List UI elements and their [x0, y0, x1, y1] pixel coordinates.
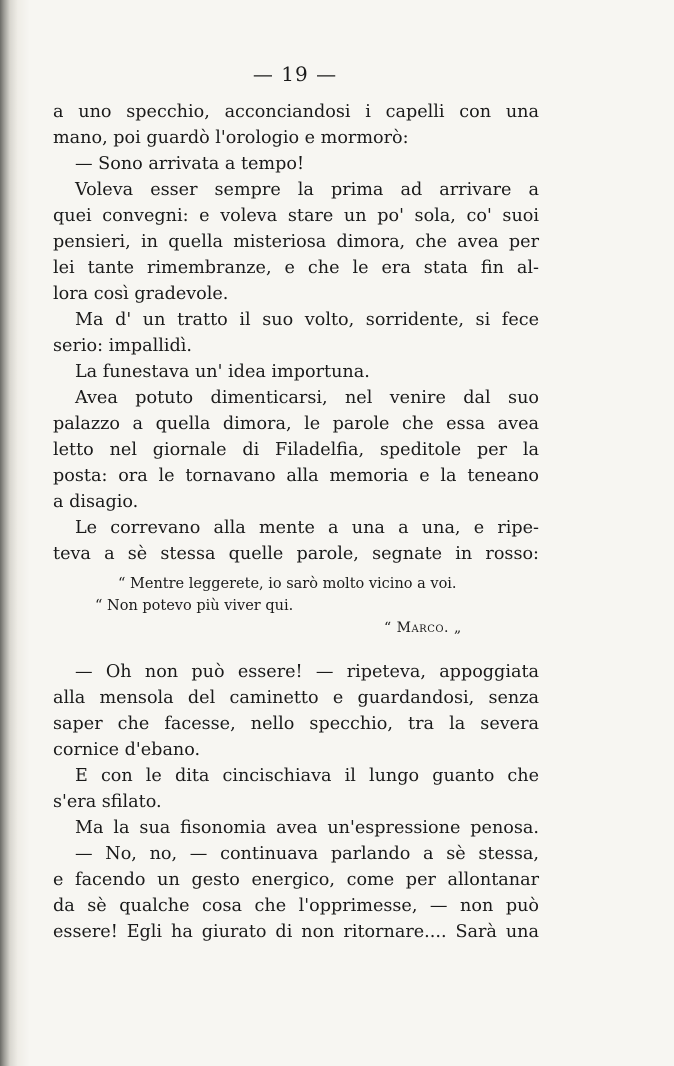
text-line: lei tante rimembranze, e che le era stata fin al-: [53, 258, 539, 278]
text-line: a disagio.: [53, 492, 139, 512]
signature-close-quote: „: [453, 620, 462, 636]
text-line: letto nel giornale di Filadelfia, speditole per la: [53, 440, 539, 460]
quote-line-1: “ Mentre leggerete, io sarò molto vicino a voi.: [118, 576, 457, 592]
text-line: Avea potuto dimenticarsi, nel venire dal suo: [75, 388, 539, 408]
text-line: lora così gradevole.: [53, 284, 229, 304]
text-line: alla mensola del caminetto e guardandosi, senza: [53, 688, 539, 708]
text-line: Ma la sua fisonomia avea un'espressione penosa.: [75, 818, 539, 838]
text-line: mano, poi guardò l'orologio e mormorò:: [53, 128, 409, 148]
text-line: essere! Egli ha giurato di non ritornare.... Sarà una: [53, 922, 539, 942]
page-number: — 19 —: [252, 62, 338, 86]
text-line: Ma d' un tratto il suo volto, sorridente, si fece: [75, 310, 539, 330]
text-line: — No, no, — continuava parlando a sè stessa,: [75, 844, 539, 864]
text-block-bottom: [53, 659, 539, 945]
text-line: — Sono arrivata a tempo!: [75, 154, 305, 174]
text-line: E con le dita cincischiava il lungo guanto che: [75, 766, 539, 786]
quote-signature: [384, 620, 462, 636]
text-block-top: [53, 99, 539, 567]
text-line: da sè qualche cosa che l'opprimesse, — non può: [53, 896, 539, 916]
text-line: cornice d'ebano.: [53, 740, 201, 760]
text-line: La funestava un' idea importuna.: [75, 362, 370, 382]
text-line: saper che facesse, nello specchio, tra la severa: [53, 714, 539, 734]
text-line: palazzo a quella dimora, le parole che essa avea: [53, 414, 539, 434]
signature-name: Marco.: [396, 620, 450, 636]
signature-open-quote: “: [384, 620, 392, 636]
text-line: — Oh non può essere! — ripeteva, appoggiata: [75, 662, 539, 682]
text-line: Le correvano alla mente a una a una, e ripe-: [75, 518, 539, 538]
text-line: a uno specchio, acconciandosi i capelli con una: [53, 102, 539, 122]
text-line: pensieri, in quella misteriosa dimora, che avea per: [53, 232, 539, 252]
quote-line-2: “ Non potevo più viver qui.: [95, 598, 294, 614]
text-line: posta: ora le tornavano alla memoria e la teneano: [53, 466, 539, 486]
text-line: e facendo un gesto energico, come per allontanar: [53, 870, 539, 890]
text-line: s'era sfilato.: [53, 792, 162, 812]
text-line: serio: impallidì.: [53, 336, 193, 356]
text-line: Voleva esser sempre la prima ad arrivare a: [75, 180, 539, 200]
text-line: teva a sè stessa quelle parole, segnate in rosso:: [53, 544, 539, 564]
text-line: quei convegni: e voleva stare un po' sola, co' suoi: [53, 206, 539, 226]
